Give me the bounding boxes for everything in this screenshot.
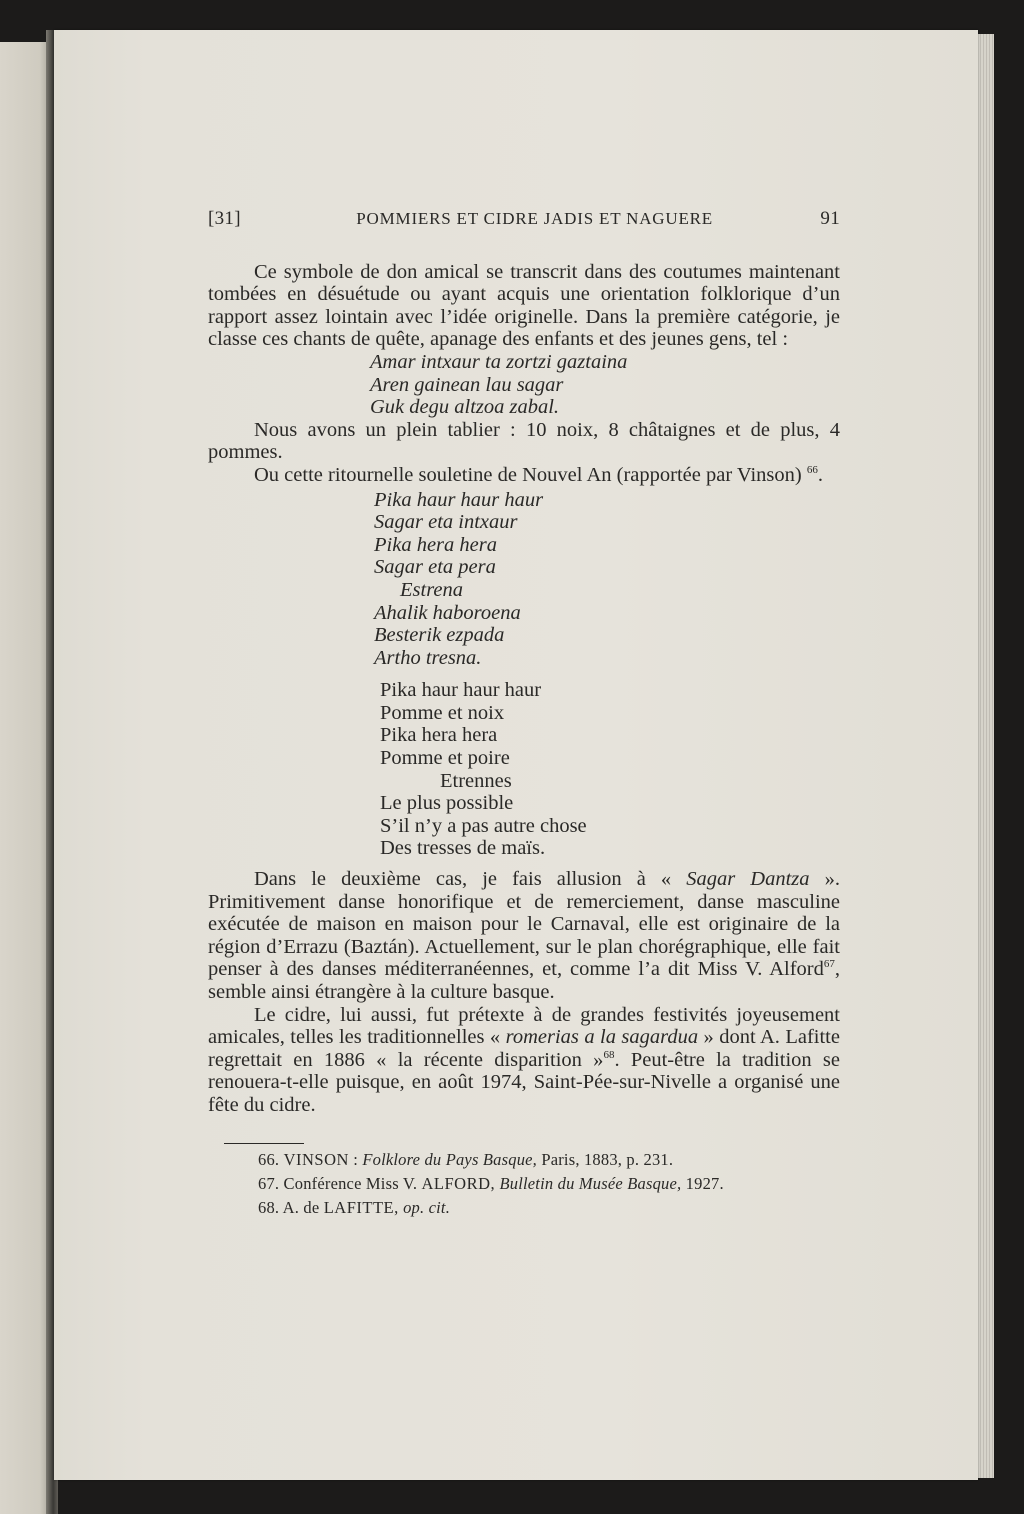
verse-line: Amar intxaur ta zortzi gaztaina — [370, 350, 628, 373]
running-title: POMMIERS ET CIDRE JADIS ET NAGUERE — [356, 209, 713, 228]
page-content — [208, 208, 840, 1220]
paragraph-5 — [208, 1004, 840, 1117]
paragraph-3 — [208, 464, 840, 487]
verse-line: Sagar eta intxaur — [374, 511, 518, 534]
paragraph-4-italic: Sagar Dantza — [686, 868, 810, 891]
verse-line: Des tresses de maïs. — [380, 837, 546, 860]
verse-line: Pomme et poire — [380, 747, 510, 770]
footnote-68 — [258, 1196, 840, 1220]
verse-line: Guk degu altzoa zabal. — [370, 396, 560, 419]
verse-line: Aren gainean lau sagar — [370, 373, 564, 396]
page-number: 91 — [820, 208, 840, 229]
paragraph-2: Nous avons un plein tablier : 10 noix, 8 châtaignes et de plus, 4 pommes. — [208, 418, 840, 464]
paragraph-5-a: Le cidre, lui aussi, fut prétexte à de grandes festivités joyeusement amicales, telles les traditionnelles « — [208, 1003, 840, 1049]
left-page-edge — [0, 42, 50, 1514]
footnote-ref-68[interactable]: 68 — [603, 1048, 615, 1061]
verse-line: Artho tresna. — [374, 646, 482, 669]
verse-line: Besterik ezpada — [374, 624, 505, 647]
footnote-prefix: Conférence Miss V. — [279, 1173, 422, 1193]
footnote-number: 67. — [258, 1173, 280, 1193]
footnote-ref-66[interactable]: 66 — [806, 464, 818, 477]
footnote-divider — [224, 1143, 304, 1144]
paragraph-4-b: ». Primitivement danse honorifique et de remerciement, danse masculine exécutée de maison en maison pour le Carnaval, elle est originaire de la région d’Errazu (Baztán). Actuellement, sur le plan chorégraphique, elle fait penser à des danses méditerranéennes, et, comme l’a dit Miss V. Alford — [208, 868, 840, 981]
paragraph-4-a: Dans le deuxième cas, je fais allusion à « — [254, 868, 687, 891]
verse-line: Ahalik haboroena — [374, 601, 521, 624]
verse-line: Pika hera hera — [380, 724, 498, 747]
verse-basque-1 — [208, 351, 840, 419]
verse-french — [208, 679, 840, 860]
footnote-title: Folklore du Pays Basque, — [362, 1149, 537, 1169]
paragraph-1: Ce symbole de don amical se transcrit dans des coutumes maintenant tombées en désuétude ou ayant acquis une orientation folklorique d’un rapport assez lointain avec l’idée originelle. Dans la première catégorie, je classe ces chants de quête, apanage des enfants et des jeunes gens, tel : — [208, 260, 840, 351]
paragraph-3-text: Ou cette ritournelle souletine de Nouvel An (rapportée par Vinson) — [254, 463, 802, 486]
footnotes — [208, 1148, 840, 1220]
footnote-66 — [258, 1148, 840, 1172]
footnote-author: ALFORD, — [421, 1173, 496, 1193]
paragraph-4 — [208, 868, 840, 1004]
footnote-separator: : — [348, 1149, 363, 1169]
footnote-title: Bulletin du Musée Basque, — [495, 1173, 682, 1193]
footnote-rest: 1927. — [681, 1173, 724, 1193]
verse-line: Pika haur haur haur — [380, 679, 542, 702]
verse-line: Estrena — [400, 578, 464, 601]
footnote-number: 68. — [258, 1197, 280, 1217]
verse-line: Etrennes — [440, 769, 512, 792]
paragraph-4-c: , semble ainsi étrangère à la culture basque. — [208, 958, 840, 1003]
footnote-prefix: A. de — [279, 1197, 324, 1217]
footnote-ref-67[interactable]: 67 — [823, 958, 835, 971]
verse-line: Sagar eta pera — [374, 556, 496, 579]
page-ref: [31] — [208, 208, 241, 229]
paragraph-5-italic: romerias a la sagardua — [505, 1026, 699, 1049]
verse-line: Pika haur haur haur — [374, 488, 544, 511]
verse-line: S’il n’y a pas autre chose — [380, 814, 587, 837]
footnote-67 — [258, 1172, 840, 1196]
footnote-author: VINSON — [283, 1149, 349, 1169]
running-header — [208, 208, 840, 231]
footnote-title: op. cit. — [398, 1197, 451, 1217]
paragraph-5-c: . Peut-être la tradition se renouera-t-elle puisque, en août 1974, Saint-Pée-sur-Nivelle a organisé une fête du cidre. — [208, 1048, 840, 1116]
footnote-author: LAFITTE, — [323, 1197, 399, 1217]
paragraph-5-b: » dont A. Lafitte regrettait en 1886 « la récente disparition » — [208, 1026, 840, 1071]
footnote-number: 66. — [258, 1149, 280, 1169]
verse-basque-2 — [208, 489, 840, 670]
footnote-rest: Paris, 1883, p. 231. — [537, 1149, 674, 1169]
verse-line: Le plus possible — [380, 792, 514, 815]
verse-line: Pika hera hera — [374, 533, 497, 556]
paragraph-3-end: . — [817, 463, 823, 486]
verse-line: Pomme et noix — [380, 701, 505, 724]
